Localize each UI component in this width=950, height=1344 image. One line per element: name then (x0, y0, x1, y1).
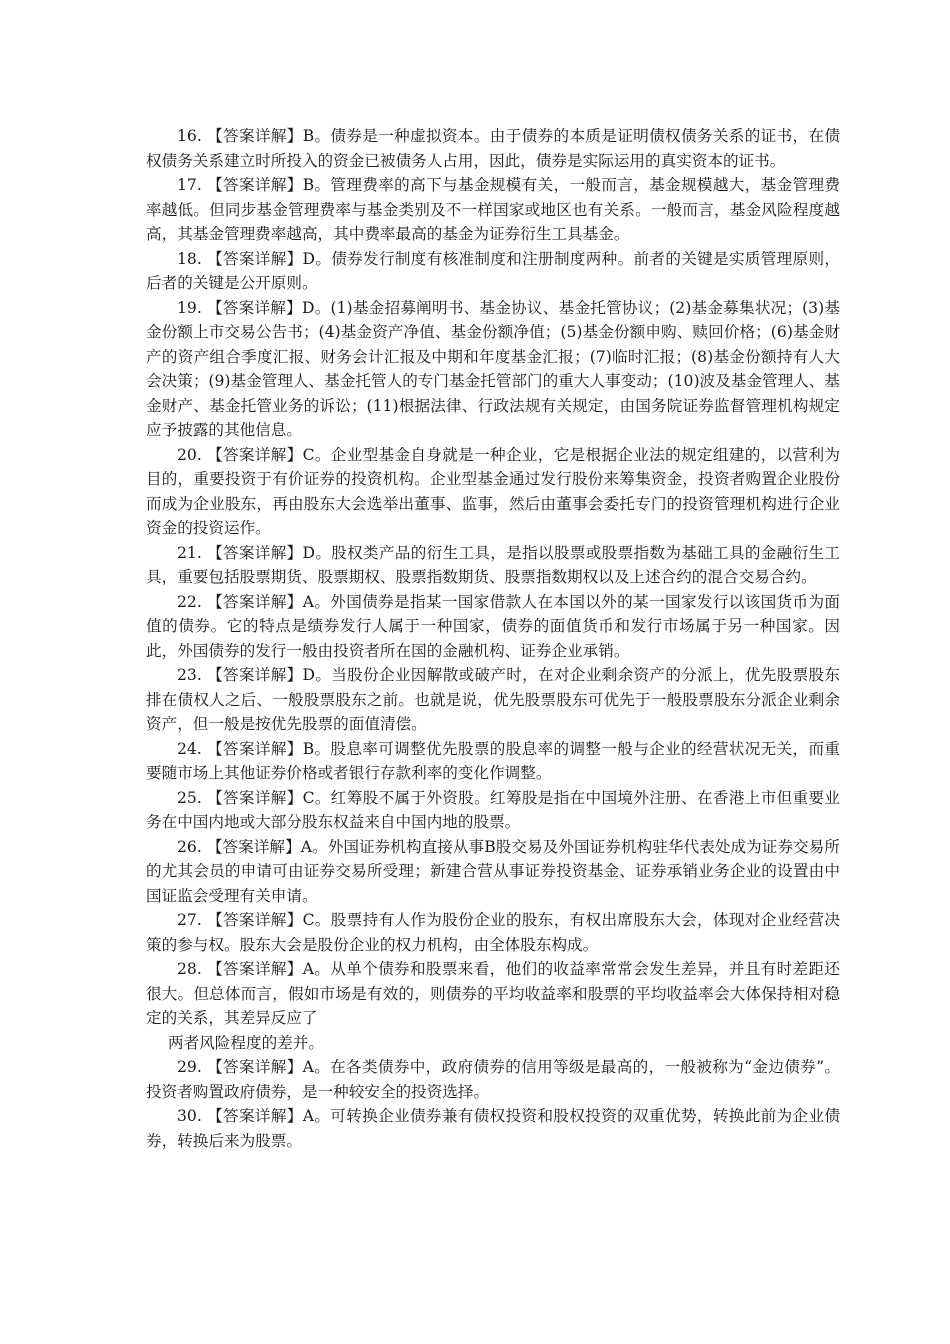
answer-paragraph-25: 25. 【答案详解】C。红筹股不属于外资股。红筹股是指在中国境外注册、在香港上市但重要业务在中国内地或大部分股东权益来自中国内地的股票。 (146, 788, 840, 831)
answer-paragraph-18: 18. 【答案详解】D。债券发行制度有核准制度和注册制度两种。前者的关键是实质管理原则，后者的关键是公开原则。 (146, 249, 840, 292)
answer-paragraph-28-continued: 两者风险程度的差并。 (168, 1033, 324, 1052)
answer-paragraph-30: 30. 【答案详解】A。可转换企业债券兼有债权投资和股权投资的双重优势，转换此前为企业债券，转换后来为股票。 (146, 1107, 840, 1150)
answer-paragraph-22: 22. 【答案详解】A。外国债券是指某一国家借款人在本国以外的某一国家发行以该国货币为面值的债券。它的特点是绩券发行人属于一种国家，债券的面值货币和发行市场属于另一种国家。因此，外国债券的发行一般由投资者所在国的金融机构、证券企业承销。 (146, 592, 840, 660)
answer-paragraph-21: 21. 【答案详解】D。股权类产品的衍生工具，是指以股票或股票指数为基础工具的金融衍生工具，重要包括股票期货、股票期权、股票指数期货、股票指数期权以及上述合约的混合交易合约。 (146, 543, 840, 586)
answer-paragraph-20: 20. 【答案详解】C。企业型基金自身就是一种企业，它是根据企业法的规定组建的，以营利为目的，重要投资于有价证券的投资机构。企业型基金通过发行股份来筹集资金，投资者购置企业股份而成为企业股东，再由股东大会选举出董事、监事，然后由董事会委托专门的投资管理机构进行企业资金的投资运作。 (146, 445, 840, 537)
answer-paragraph-23: 23. 【答案详解】D。当股份企业因解散或破产时，在对企业剩余资产的分派上，优先股票股东排在债权人之后、一般股票股东之前。也就是说，优先股票股东可优先于一般股票股东分派企业剩余资产，但一般是按优先股票的面值清偿。 (146, 666, 840, 733)
answer-paragraph-27: 27. 【答案详解】C。股票持有人作为股份企业的股东，有权出席股东大会，体现对企业经营决策的参与权。股东大会是股份企业的权力机构，由全体股东构成。 (146, 911, 840, 954)
answer-paragraph-19: 19. 【答案详解】D。(1)基金招募阐明书、基金协议、基金托管协议；(2)基金募集状况；(3)基金份额上市交易公告书；(4)基金资产净值、基金份额净值；(5)基金份额申购、赎回价格；(6)基金财产的资产组合季度汇报、财务会计汇报及中期和年度基金汇报；(7)临时汇报；(8)基金份额持有人大会决策；(9)基金管理人、基金托管人的专门基金托管部门的重大人事变动；(10)波及基金管理人、基金财产、基金托管业务的诉讼；(11)根据法律、行政法规有关规定，由国务院证券监督管理机构规定应予披露的其他信息。 (146, 298, 840, 439)
answer-paragraph-26: 26. 【答案详解】A。外国证券机构直接从事B股交易及外国证券机构驻华代表处成为证券交易所的尤其会员的申请可由证券交易所受理；新建合营从事证券投资基金、证券承销业务企业的设置由中国证监会受理有关申请。 (146, 837, 840, 905)
answer-paragraph-24: 24. 【答案详解】B。股息率可调整优先股票的股息率的调整一般与企业的经营状况无关，而重要随市场上其他证券价格或者银行存款利率的变化作调整。 (146, 739, 840, 782)
answer-paragraph-16: 16. 【答案详解】B。债券是一种虚拟资本。由于债券的本质是证明债权债务关系的证书，在债权债务关系建立时所投入的资金已被债务人占用，因此，债券是实际运用的真实资本的证书。 (146, 127, 840, 170)
answer-paragraph-17: 17. 【答案详解】B。管理费率的高下与基金规模有关，一般而言，基金规模越大，基金管理费率越低。但同步基金管理费率与基金类别及不一样国家或地区也有关系。一般而言，基金风险程度越高，其基金管理费率越高，其中费率最高的基金为证券衍生工具基金。 (146, 176, 840, 243)
answer-paragraph-29: 29. 【答案详解】A。在各类债券中，政府债券的信用等级是最高的，一般被称为“金边债券”。投资者购置政府债券，是一种较安全的投资选择。 (146, 1058, 840, 1101)
answer-paragraph-28: 28. 【答案详解】A。从单个债券和股票来看，他们的收益率常常会发生差异，并且有时差距还很大。但总体而言，假如市场是有效的，则债券的平均收益率和股票的平均收益率会大体保持相对稳定的关系，其差异反应了 (146, 960, 840, 1027)
